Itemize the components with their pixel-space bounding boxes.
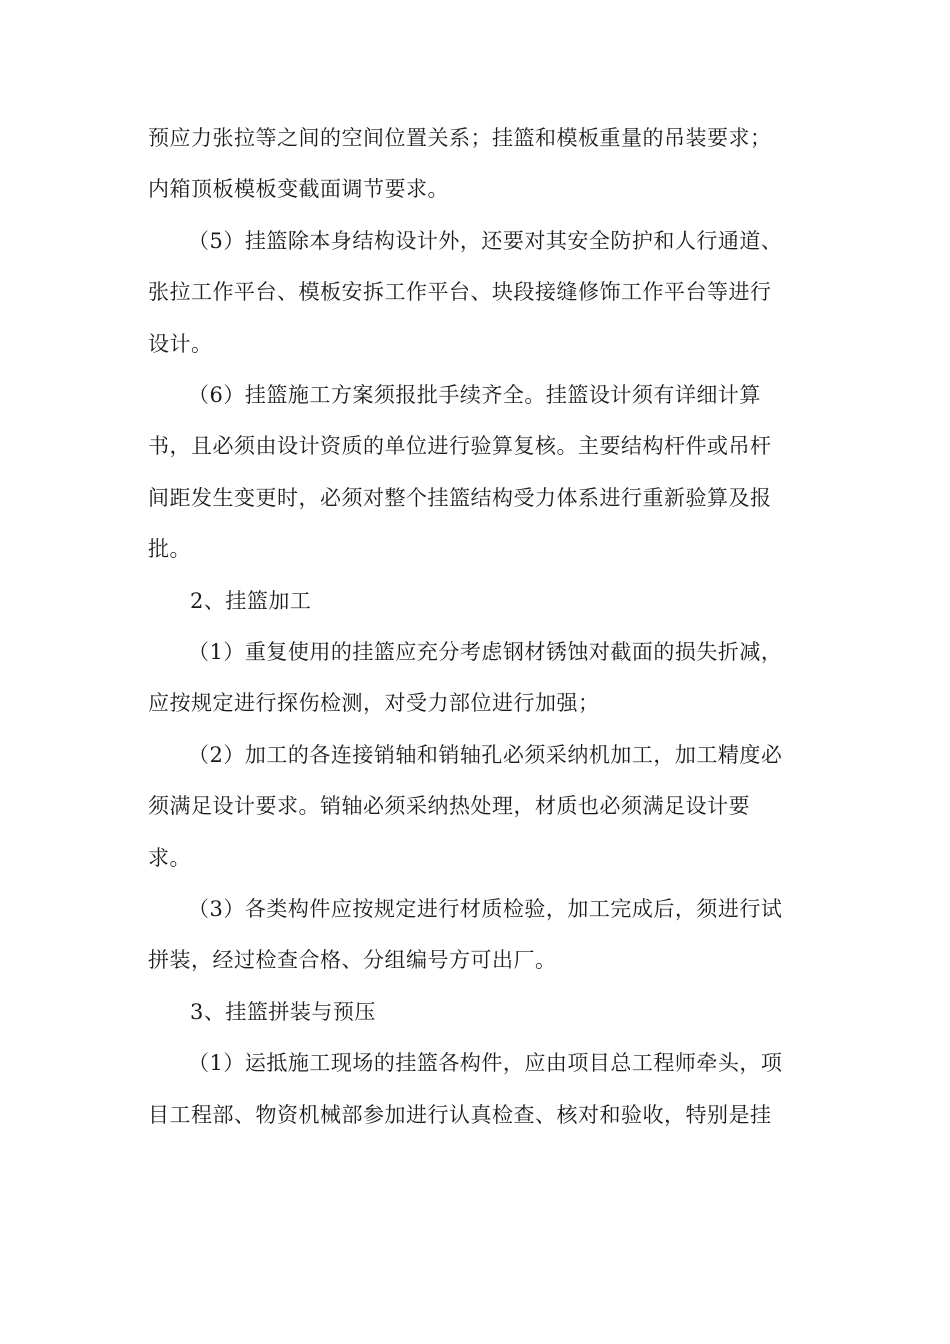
paragraph-start-line: （5）挂篮除本身结构设计外，还要对其安全防护和人行通道、 xyxy=(188,229,783,253)
text-line: 须满足设计要求。销轴必须采纳热处理，材质也必须满足设计要 xyxy=(148,794,750,818)
text-line: 书，且必须由设计资质的单位进行验算复核。主要结构杆件或吊杆 xyxy=(148,434,772,458)
text-line: 求。 xyxy=(148,846,191,870)
text-line: 间距发生变更时，必须对整个挂篮结构受力体系进行重新验算及报 xyxy=(148,486,772,510)
text-line: 应按规定进行探伤检测，对受力部位进行加强； xyxy=(148,691,600,715)
section-heading: 2、挂篮加工 xyxy=(190,589,312,613)
paragraph-start-line: （1）重复使用的挂篮应充分考虑钢材锈蚀对截面的损失折减， xyxy=(188,640,783,664)
text-line: 目工程部、物资机械部参加进行认真检查、核对和验收，特别是挂 xyxy=(148,1103,772,1127)
paragraph-start-line: （6）挂篮施工方案须报批手续齐全。挂篮设计须有详细计算 xyxy=(188,383,761,407)
paragraph-start-line: （2）加工的各连接销轴和销轴孔必须采纳机加工，加工精度必 xyxy=(188,743,783,767)
paragraph-start-line: （3）各类构件应按规定进行材质检验，加工完成后，须进行试 xyxy=(188,897,783,921)
text-line: 批。 xyxy=(148,537,191,561)
section-heading: 3、挂篮拼装与预压 xyxy=(190,1000,376,1024)
paragraph-start-line: （1）运抵施工现场的挂篮各构件，应由项目总工程师牵头，项 xyxy=(188,1051,783,1075)
text-line: 设计。 xyxy=(148,332,213,356)
text-line: 预应力张拉等之间的空间位置关系；挂篮和模板重量的吊装要求； xyxy=(148,126,772,150)
text-line: 内箱顶板模板变截面调节要求。 xyxy=(148,177,449,201)
text-line: 拼装，经过检查合格、分组编号方可出厂。 xyxy=(148,948,557,972)
text-line: 张拉工作平台、模板安拆工作平台、块段接缝修饰工作平台等进行 xyxy=(148,280,772,304)
